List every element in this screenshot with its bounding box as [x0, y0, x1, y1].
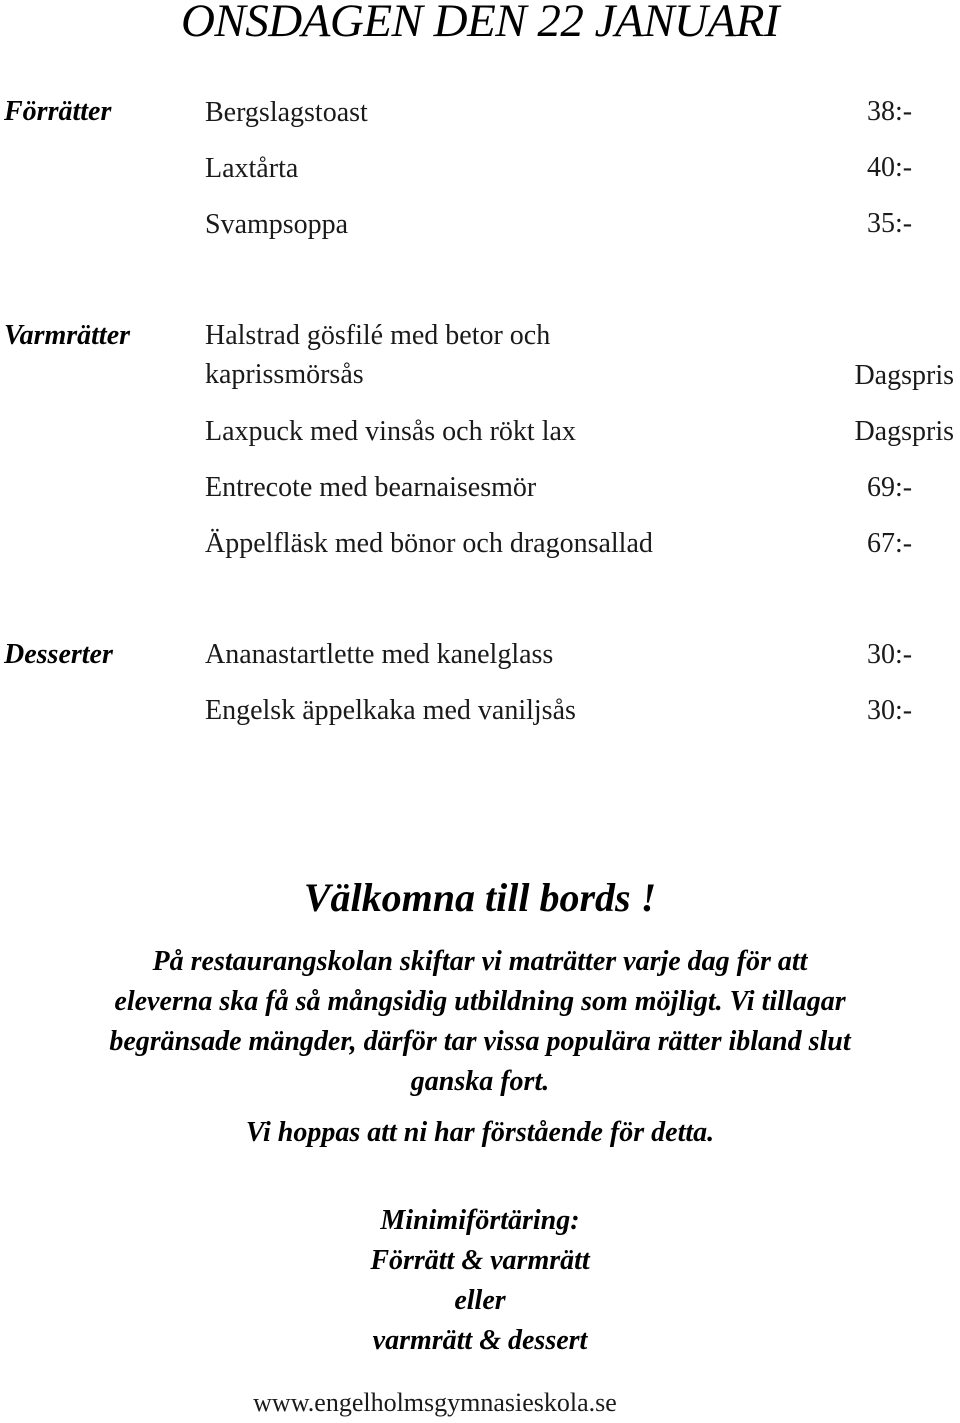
info-line: eleverna ska få så mångsidig utbildning som möjligt. Vi tillagar: [114, 986, 846, 1017]
dish-price: 30:-: [867, 639, 913, 670]
dish-price: 38:-: [867, 96, 913, 127]
dish-price: Dagspris: [854, 360, 954, 391]
dish-item: Halstrad gösfilé med betor och kaprissmörsås: [205, 320, 551, 391]
page-title: ONSDAGEN DEN 22 JANUARI: [180, 0, 780, 47]
minimum-option: varmrätt & dessert: [372, 1325, 588, 1356]
minimum-order: [0, 1201, 960, 1361]
dish-item: Laxpuck med vinsås och rökt lax: [205, 416, 576, 447]
dish-price: 35:-: [867, 208, 913, 239]
dish-price: Dagspris: [854, 416, 954, 447]
dish-item: Laxtårta: [205, 153, 299, 184]
thanks-note: Vi hoppas att ni har förstående för detta.: [245, 1117, 715, 1148]
dish-item: Engelsk äppelkaka med vaniljsås: [205, 695, 576, 726]
minimum-option: Förrätt & varmrätt: [370, 1245, 590, 1276]
category-forratter: Förrätter: [4, 96, 112, 127]
minimum-separator: eller: [454, 1285, 506, 1316]
category-varmratter: Varmrätter: [4, 320, 131, 351]
dish-price: 69:-: [867, 472, 913, 503]
dish-item: Entrecote med bearnaisesmör: [205, 472, 537, 503]
info-line: På restaurangskolan skiftar vi maträtter varje dag för att: [152, 946, 808, 977]
category-desserter: Desserter: [4, 639, 113, 670]
minimum-heading: Minimiförtäring:: [380, 1205, 580, 1236]
info-line: ganska fort.: [410, 1066, 550, 1097]
dish-price: 30:-: [867, 695, 913, 726]
dish-price: 67:-: [867, 528, 913, 559]
dish-item: Bergslagstoast: [205, 97, 368, 128]
dish-price: 40:-: [867, 152, 913, 183]
welcome-heading: Välkomna till bords !: [303, 875, 657, 920]
info-paragraph: [0, 942, 960, 1102]
dish-item: Äppelfläsk med bönor och dragonsallad: [205, 528, 653, 559]
dish-item: Svampsoppa: [205, 209, 349, 240]
dish-item: Ananastartlette med kanelglass: [205, 639, 554, 670]
info-line: begränsade mängder, därför tar vissa populära rätter ibland slut: [109, 1026, 851, 1057]
website-url: www.engelholmsgymnasieskola.se: [253, 1388, 617, 1417]
